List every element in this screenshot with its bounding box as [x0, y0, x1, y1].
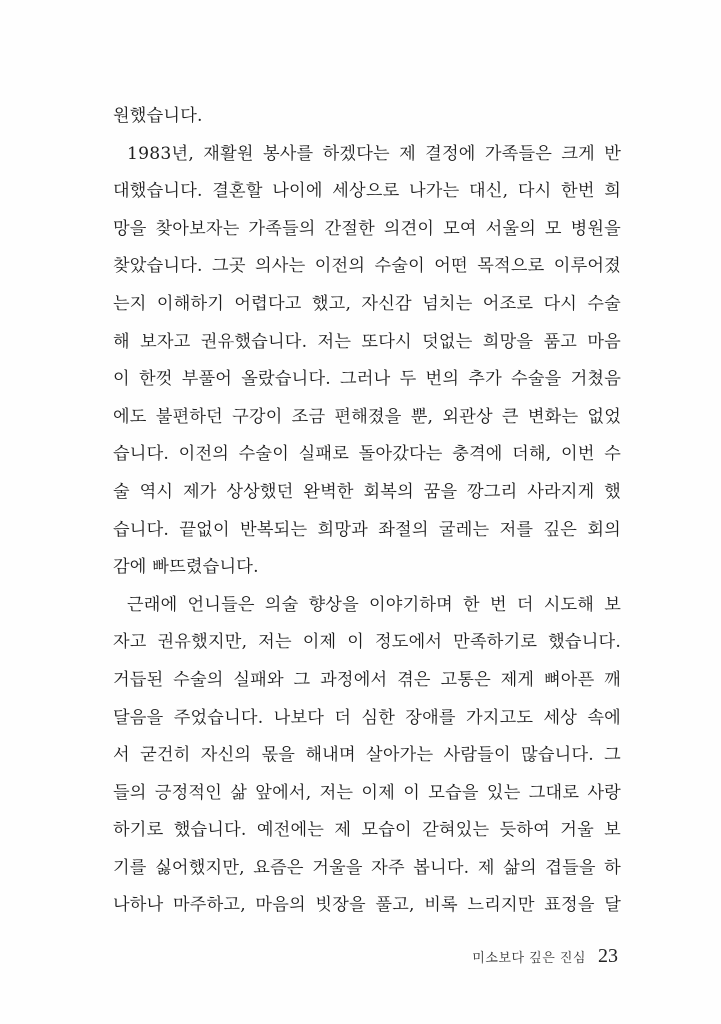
text-line: 는지 이해하기 어렵다고 했고, 자신감 넘치는 어조로 다시 수술	[113, 293, 621, 314]
text-line: 감에 빠뜨렸습니다.	[113, 557, 259, 578]
text-line: 들의 긍정적인 삶 앞에서, 저는 이제 이 모습을 있는 그대로 사랑	[113, 782, 621, 803]
body-text	[113, 98, 621, 925]
text-line: 에도 불편하던 구강이 조금 편해졌을 뿐, 외관상 큰 변화는 없었	[113, 406, 621, 427]
text-line: 자고 권유했지만, 저는 이제 이 정도에서 만족하기로 했습니다.	[113, 632, 621, 653]
text-line: 1983년, 재활원 봉사를 하겠다는 제 결정에 가족들은 크게 반	[127, 143, 621, 164]
text-line: 망을 찾아보자는 가족들의 간절한 의견이 모여 서울의 모 병원을	[113, 218, 621, 239]
text-line: 습니다. 끝없이 반복되는 희망과 좌절의 굴레는 저를 깊은 회의	[113, 519, 621, 540]
text-line: 달음을 주었습니다. 나보다 더 심한 장애를 가지고도 세상 속에	[113, 707, 621, 728]
text-line: 나하나 마주하고, 마음의 빗장을 풀고, 비록 느리지만 표정을 달	[113, 895, 621, 916]
text-line: 술 역시 제가 상상했던 완벽한 회복의 꿈을 깡그리 사라지게 했	[113, 481, 621, 502]
text-line: 습니다. 이전의 수술이 실패로 돌아갔다는 충격에 더해, 이번 수	[113, 444, 621, 465]
text-line: 거듭된 수술의 실패와 그 과정에서 겪은 고통은 제게 뼈아픈 깨	[113, 669, 621, 690]
text-line: 찾았습니다. 그곳 의사는 이전의 수술이 어떤 목적으로 이루어졌	[113, 256, 621, 277]
text-line: 기를 싫어했지만, 요즘은 거울을 자주 봅니다. 제 삶의 겹들을 하	[113, 857, 621, 878]
page-number: 23	[598, 945, 618, 967]
text-line: 대했습니다. 결혼할 나이에 세상으로 나가는 대신, 다시 한번 희	[113, 181, 621, 202]
page-footer	[472, 945, 618, 968]
text-line: 해 보자고 권유했습니다. 저는 또다시 덧없는 희망을 품고 마음	[113, 331, 621, 352]
running-title: 미소보다 깊은 진심	[472, 951, 586, 966]
text-line: 근래에 언니들은 의술 향상을 이야기하며 한 번 더 시도해 보	[127, 594, 621, 615]
text-line: 이 한껏 부풀어 올랐습니다. 그러나 두 번의 추가 수술을 거쳤음	[113, 369, 621, 390]
text-line: 원했습니다.	[113, 106, 203, 126]
text-line: 서 굳건히 자신의 몫을 해내며 살아가는 사람들이 많습니다. 그	[113, 745, 621, 766]
text-line: 하기로 했습니다. 예전에는 제 모습이 갇혀있는 듯하여 거울 보	[113, 820, 621, 841]
